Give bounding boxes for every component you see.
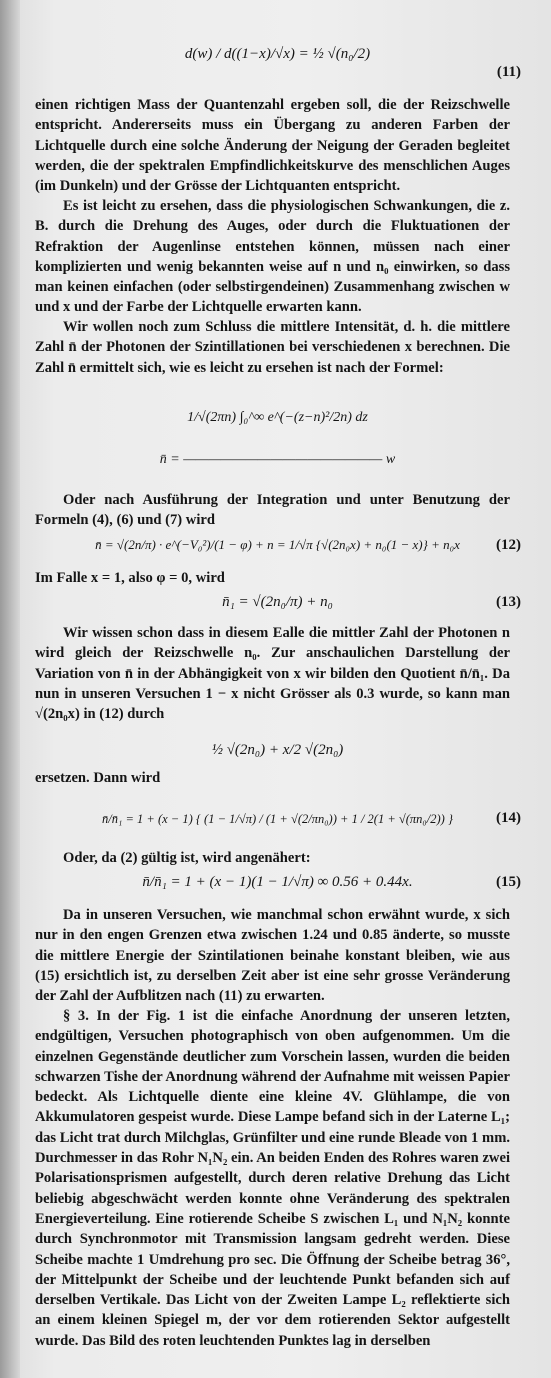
paragraph-falle: Im Falle x = 1, also φ = 0, wird [35, 570, 225, 586]
equation-number-15: (15) [496, 874, 521, 890]
paragraph-intensitaet: Wir wollen noch zum Schluss die mittlere Intensität, d. h. die mittlere Zahl n̄ der Photonen der Szintillationen bei verschiedenen x berechnen. Die Zahl n̄ ermittelt sich, wie es leicht zu ersehen ist nach der Formel: [35, 319, 510, 376]
equation-mean-denominator: n̄ = ———————————————— w [159, 452, 396, 467]
equation-15: n̄/n̄₁ = 1 + (x − 1)(1 − 1/√π) ∞ 0.56 + 0.44x. [142, 874, 413, 890]
equation-replacement: ½ √(2n₀) + x/2 √(2n₀) [211, 742, 344, 758]
equation-number-13: (13) [496, 594, 521, 610]
equation-12: n̄ = √(2n/π) · e^(−V₀²)/(1 − φ) + n = 1/√π {√(2n₀x) + n₀(1 − x)} + n₀x [95, 537, 460, 552]
equation-number-12: (12) [496, 537, 521, 553]
paragraph-reizschwelle: Wir wissen schon dass in diesem Ealle die mittler Zahl der Photonen n wird gleich der Reizschwelle n₀. Zur anschaulichen Darstellung der Variation von n̄ in der Abhängigkeit von x wir bilden den Quotient n̄/n̄₁. Da nun in unseren Versuchen 1 − x nicht Grösser als 0.3 wurde, so kann man √(2n₀x) in (12) durch [35, 625, 510, 723]
equation-number-11: (11) [496, 64, 521, 80]
paragraph-integration: Oder nach Ausführung der Integration und unter Benutzung der Formeln (4), (6) und (7) wird [35, 492, 510, 529]
equation-mean-numerator: 1/√(2πn) ∫₀^∞ e^(−(z−n)²/2n) dz [187, 410, 368, 425]
page-edge-shadow [0, 0, 20, 1378]
paragraph-schwankungen: Es ist leicht zu ersehen, dass die physiologischen Schwankungen, die z. B. durch die Drehung des Auges, oder durch die Fluktuationen der Refraktion der Augenlinse entstehen können, müssen nach einer komplizierten und wenig bekannten weise auf n und n₀ einwirken, so dass man keinen einfachen (oder selbstirgendeinen) Zusammenhang zwischen w und x und der Farbe der Lichtquelle erwarten kann. [35, 198, 510, 316]
paragraph-section-3: § 3. In der Fig. 1 ist die einfache Anordnung der unseren letzten, endgültigen, Versuchen photographisch von oben aufgenommen. Um die einzelnen Gegenstände deutlicher zum Vorschein lassen, wurden die beiden schwarzen Tishe der Anordnung während der Aufnahme mit weissen Papier bedeckt. Als Lichtquelle diente eine kleine 4V. Glühlampe, die von Akkumulatoren gespeist wurde. Diese Lampe befand sich in der Laterne L₁; das Licht trat durch Milchglas, Grünfilter und eine runde Bleade von 1 mm. Durchmesser in das Rohr N₁N₂ ein. An beiden Enden des Rohres waren zwei Polarisationsprismen aufgestellt, durch deren relative Drehung das Licht beliebig abgeschwächt werden konnte ohne Veränderung des spektralen Energieverteilung. Eine rotierende Scheibe S zwischen L₁ und N₁N₂ konnte durch Synchronmotor mit Transmission langsam gedreht werden. Diese Scheibe machte 1 Umdrehung pro sec. Die Öffnung der Scheibe betrag 36°, der Mittelpunkt der Scheibe und der leuchtende Punkt befanden sich auf derselben Vertikale. Das Licht von der Zweiten Lampe L₂ reflektierte sich an einem kleinen Spiegel m, der vor dem rotierenden Sektor aufgestellt wurde. Das Bild des roten leuchtenden Punktes lag in derselben [35, 1008, 510, 1349]
equation-11: d(w) / d((1−x)/√x) = ½ √(n₀/2) [184, 46, 371, 62]
paragraph-ersetzen: ersetzen. Dann wird [35, 770, 161, 786]
equation-13: n̄₁ = √(2n₀/π) + n₀ [222, 594, 333, 610]
paragraph-quantenzahl: einen richtigen Mass der Quantenzahl ergeben soll, die der Reizschwelle entspricht. Andererseits muss ein Übergang zu anderen Farben der Lichtquelle durch eine solche Änderung der Neigung der Geraden begleitet werden, die der spektralen Empfindlichkeitskurve des menschlichen Auges (im Dunkeln) und der Grösse der Lichtquanten entspricht. [35, 97, 510, 195]
paragraph-versuche: Da in unseren Versuchen, wie manchmal schon erwähnt wurde, x sich nur in den engen Grenzen etwa zwischen 1.24 und 0.85 änderte, so musste die mittlere Energie der Szintilationen beinahe konstant bleiben, wie aus (15) ersichtlich ist, zu derselben Zeit aber ist eine sehr grosse Veränderung der Zahl der Aufblitzen nach (11) zu erwarten. [35, 907, 510, 1005]
equation-14: n̄/n̄₁ = 1 + (x − 1) { (1 − 1/√π) / (1 + √(2/πn₀)) + 1 / 2(1 + √(πn₀/2)) } [102, 812, 453, 826]
equation-number-14: (14) [496, 810, 521, 826]
paragraph-angenaehert: Oder, da (2) gültig ist, wird angenähert: [63, 850, 311, 866]
